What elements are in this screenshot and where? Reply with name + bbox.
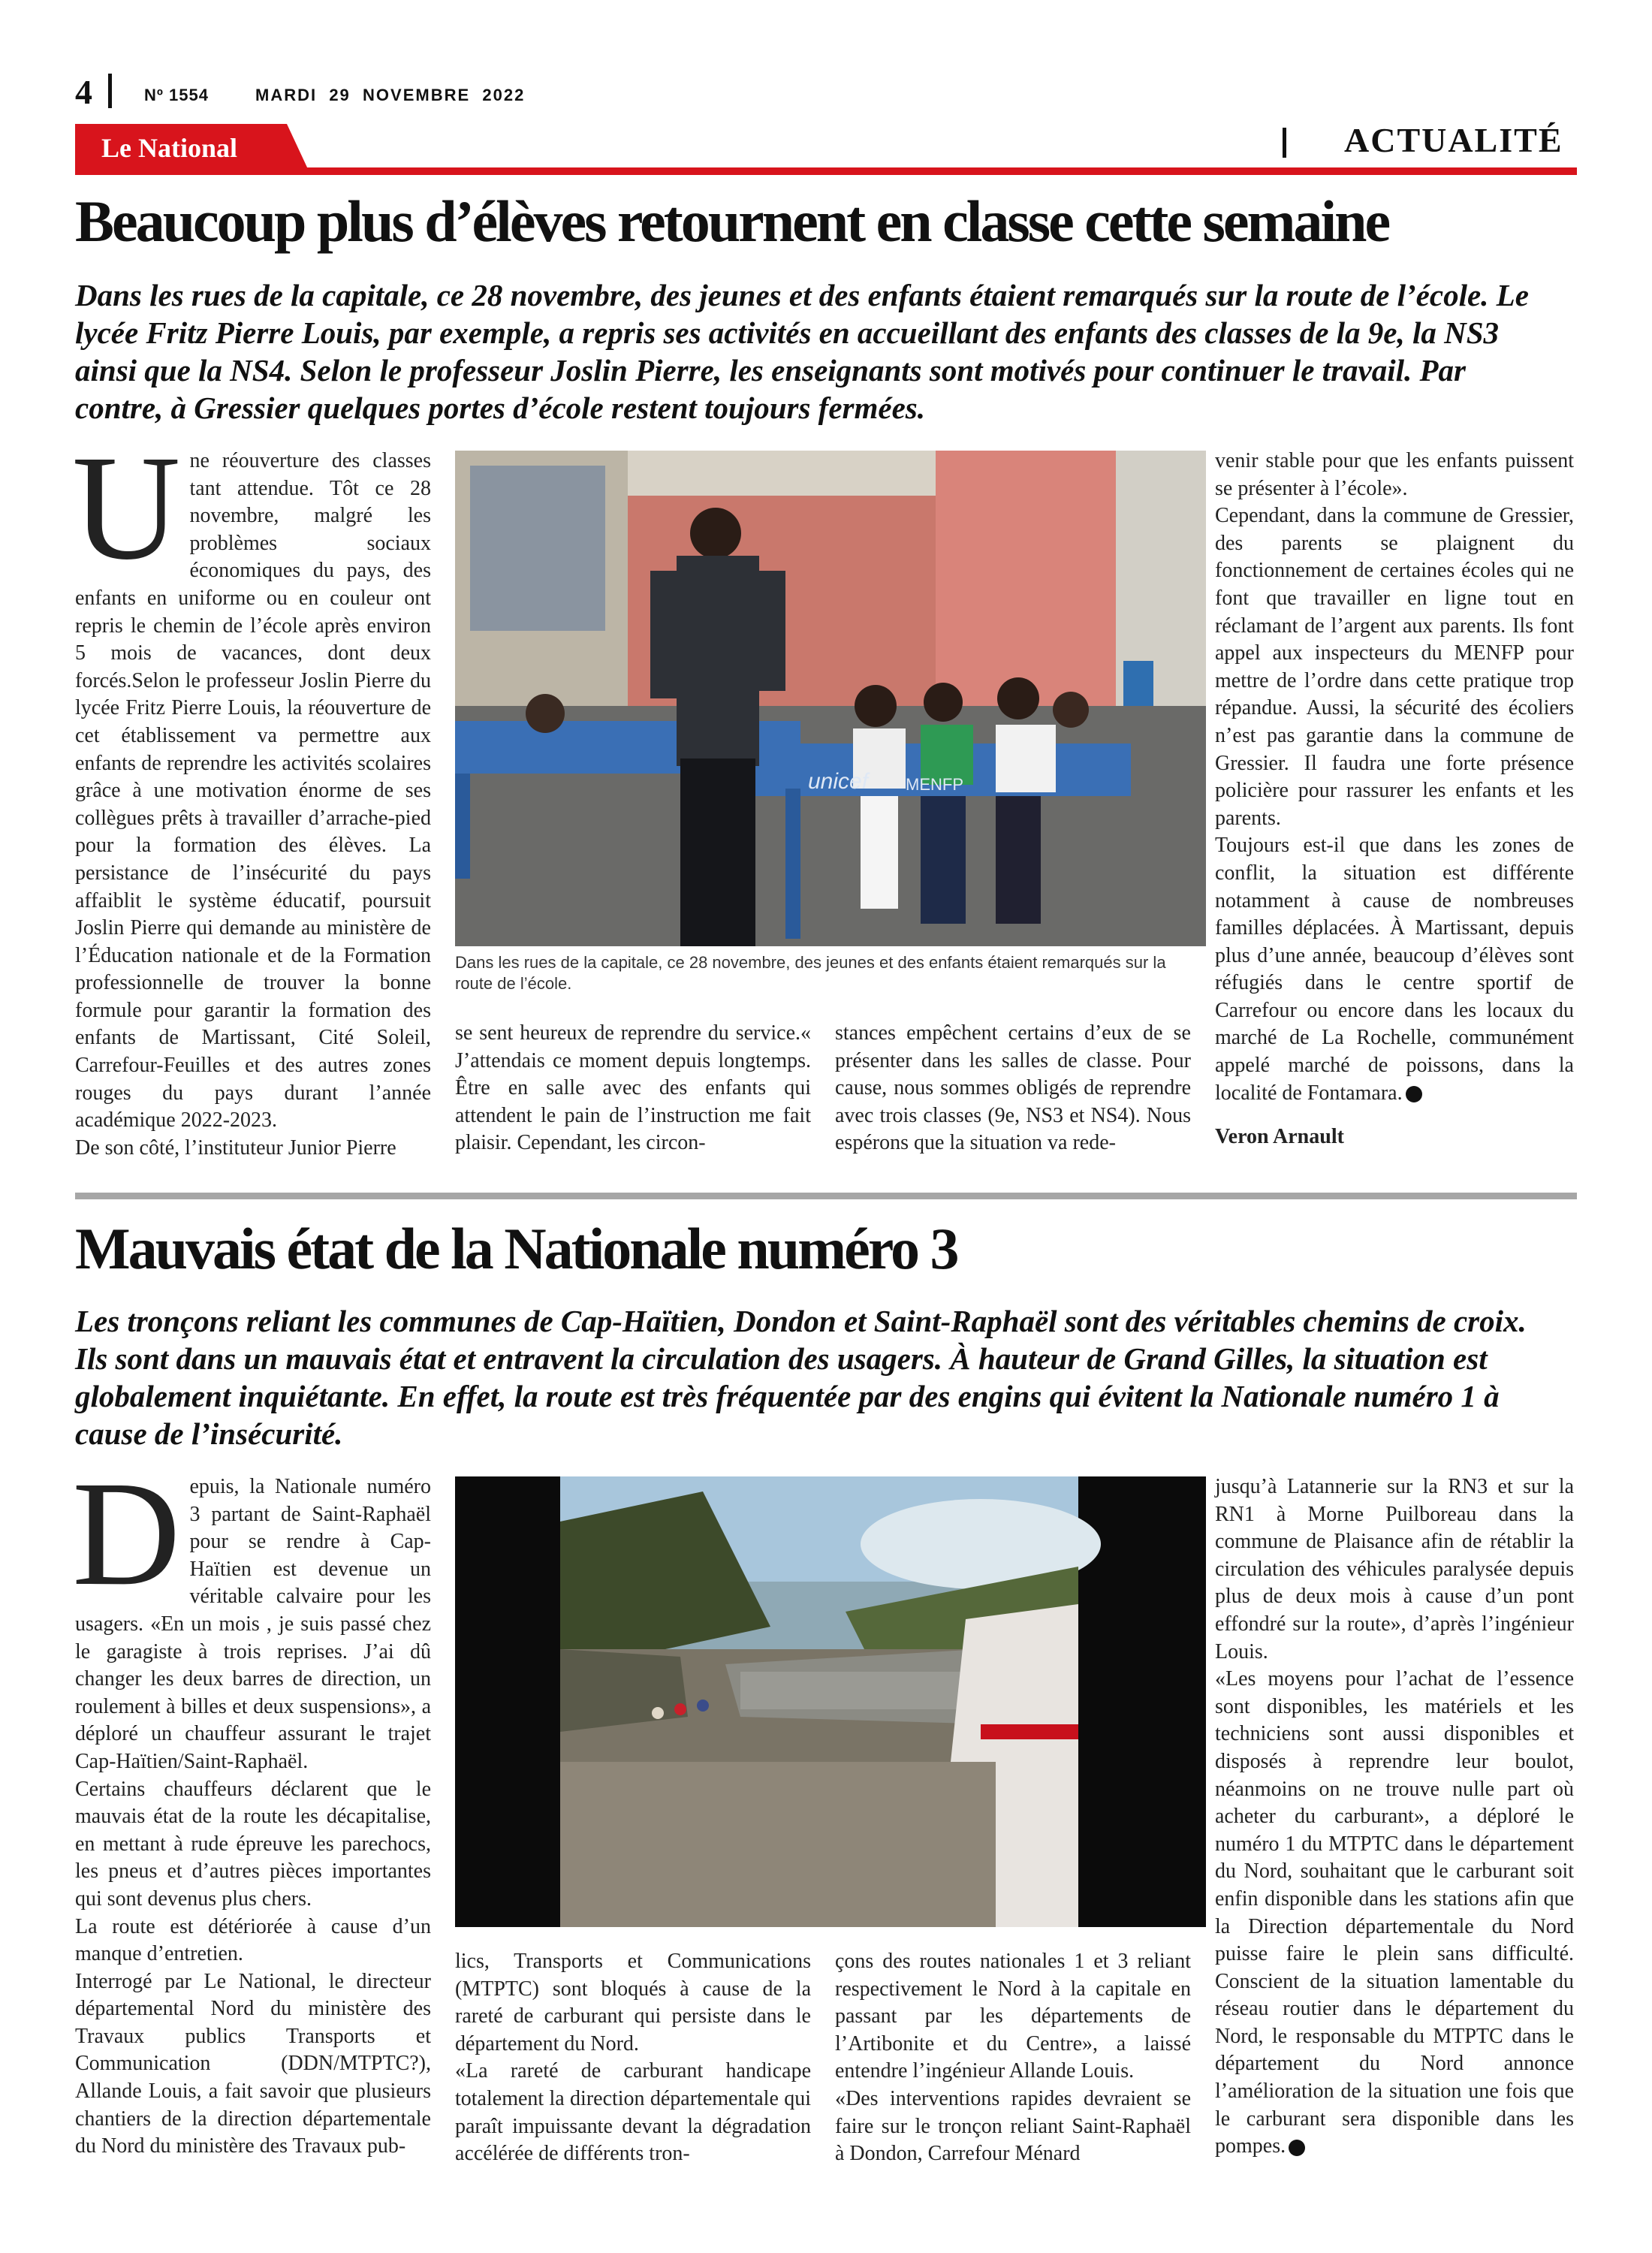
article2-lead: Les tronçons reliant les communes de Cap-Haïtien, Dondon et Saint-Raphaël sont des véritables chemins de croix. Ils sont dans un mauvais état et entravent la circulation des usagers. À hauteur de Grand Gilles, la situation est globalement inquiétante. En effet, la route est très fréquentée par des engins qui évitent la Nationale numéro 1 à cause de l’insécurité. [75,1304,1527,1451]
article1-col1-paragraph: ne réouverture des classes tant attendue. Tôt ce 28 novembre, malgré les problèmes sociaux économiques du pays, des enfants en uniforme ou en couleur ont repris le chemin de l’école après environ 5 mois de vacances, dont deux forcés.Selon le professeur Joslin Pierre du lycée Fritz Pierre Louis, la réouverture de cet établissement va permettre aux enfants de reprendre les activités scolaires grâce à une motivation énorme de ses collègues prêts à travailler d’arrache-pied pour la formation des élèves. La persistance de l’insécurité du pays affaiblit le système éducatif, poursuit Joslin Pierre qui demande au ministère de l’Éducation nationale et de la Formation professionnelle de trouver la bonne formule pour garantir la formation des enfants de Martissant, Cité Soleil, Carrefour-Feuilles et des autres zones rouges du pays durant l’année académique 2022-2023. [75,449,431,1133]
article1-lead: Dans les rues de la capitale, ce 28 novembre, des jeunes et des enfants étaient remarqués sur la route de l’école. Le lycée Fritz Pierre Louis, par exemple, a repris ses activités en accueillant des enfants des classes de la 9e, la NS3 ainsi que la NS4. Selon le professeur Joslin Pierre, les enseignants sont motivés pour continuer le travail. Par contre, à Gressier quelques portes d’école restent toujours fermées. [75,278,1529,425]
article1-column-4 [1215,448,1574,1151]
article1-col4-paragraph-2: Cependant, dans la commune de Gressier, des parents se plaignent du fonctionnement de certaines écoles qui ne font que travailler en ligne tout en réclamant de l’argent aux parents. Ils font appel aux inspecteurs du MENFP pour mettre de l’ordre dans cette pratique trop répandue. Aussi, la sécurité des écoliers n’est pas garantie dans la commune de Gressier. Il faudra une forte présence policière pour rassurer les enfants et les parents. [1215,504,1574,830]
article1-col4-paragraph-1: venir stable pour que les enfants puissent se présenter à l’école». [1215,449,1574,500]
article2-column-3 [835,1948,1191,2168]
article2-col3-paragraph-1: çons des routes nationales 1 et 3 reliant respectivement le Nord à la capitale en passant par les départements de l’Artibonite et du Centre», a laissé entendre l’ingénieur Allande Louis. [835,1950,1191,2083]
article2-col2-paragraph-1: lics, Transports et Communications (MTPTC) sont bloqués à cause de la rareté de carburant qui persiste dans le département du Nord. [455,1950,811,2055]
issue-number: Nº 1554 [144,86,209,104]
article2-dropcap: D [72,1451,181,1617]
article1-column-2 [455,1020,811,1157]
article2-column-4 [1215,1473,1574,2161]
article2-column-2 [455,1948,811,2168]
brand-name: Le National [101,133,238,163]
article1-column-3 [835,1020,1191,1157]
article-separator [75,1193,1577,1199]
page-number: 4 [75,73,92,111]
article2-col4-paragraph-2: «Les moyens pour l’achat de l’essence sont disponibles, les matériels et les techniciens sont aussi disponibles et disposés à reprendre leur boulot, néanmoins on ne trouve nulle part où acheter du carburant», a déploré le numéro 1 du MTPTC dans le département du Nord, souhaitant que le carburant soit enfin disponible dans les stations afin que la Direction départementale du Nord puisse faire le plein sans difficulté. Conscient de la situation lamentable du réseau routier dans le département du Nord, le responsable du MTPTC dans le département du Nord annonce l’amélioration de la situation une fois que le carburant sera disponible dans les pompes. [1215,1667,1574,2158]
page-number-divider [108,74,112,108]
article1-byline: Veron Arnault [1215,1125,1344,1149]
article1-column-1 [72,425,431,1162]
article1-col3-paragraph: stances empêchent certains d’eux de se présenter dans les salles de classe. Pour cause, nous sommes obligés de reprendre avec trois classes (9e, NS3 et NS4). Nous espérons que la situation va rede- [835,1021,1191,1155]
article2-col4-paragraph-1: jusqu’à Latannerie sur la RN3 et sur la RN1 à Morne Puilboreau dans la commune de Plaisance afin de rétablir la circulation des véhicules paralysée depuis plus de deux mois à cause d’un pont effondré sur la route», d’après l’ingénieur Louis. [1215,1475,1574,1663]
end-mark-icon [1406,1086,1422,1102]
article2-col3-paragraph-2: «Des interventions rapides devraient se faire sur le tronçon reliant Saint-Raphaël à Dondon, Carrefour Ménard [835,2086,1191,2166]
desk-print-unicef: unicef [808,769,869,794]
article1-dropcap: U [72,425,181,591]
end-mark-icon [1289,2140,1305,2156]
classroom-photo [455,451,1206,946]
section-divider [1283,128,1286,158]
article2-col1-paragraph-3: La route est détériorée à cause d’un manque d’entretien. [75,1914,431,1966]
article2-col1-paragraph-4: Interrogé par Le National, le directeur départemental Nord du ministère des Travaux publics Transports et Communication (DDN/MTPTC?), Allande Louis, a fait savoir que plusieurs chantiers de la direction départementale du Nord du ministère des Travaux pub- [75,1969,431,2158]
desk-print-menfp: MENFP [906,775,963,794]
article2-col2-paragraph-2: «La rareté de carburant handicape totalement la direction départementale qui paraît impuissante devant la dégradation accélérée de différents tron- [455,2059,811,2166]
article1-headline: Beaucoup plus d’élèves retournent en classe cette semaine [75,189,1389,254]
header-rule [75,167,1577,175]
article1-col4-paragraph-3: Toujours est-il que dans les zones de conflit, la situation est différente notamment à cause de nombreuses familles déplacées. À Martissant, depuis plus d’une année, beaucoup d’élèves sont réfugiés dans le centre sportif de Carrefour ou encore dans les locaux du marché de La Rochelle, communément appelé marché de poissons, dans la localité de Fontamara. [1215,834,1574,1105]
article2-column-1 [72,1451,431,2161]
article1-col1-paragraph-2: De son côté, l’instituteur Junior Pierre [75,1136,396,1160]
issue-date: MARDI 29 NOVEMBRE 2022 [255,86,526,104]
section-label: ACTUALITÉ [1344,121,1563,159]
article2-col1-paragraph-2: Certains chauffeurs déclarent que le mauvais état de la route les décapitalise, en mettant à rude épreuve les parechocs, les pneus et d’autres pièces importantes qui sont devenus plus chers. [75,1777,431,1911]
article1-photo-caption: Dans les rues de la capitale, ce 28 novembre, des jeunes et des enfants étaient remarqués sur la route de l’école. [455,953,1166,993]
article2-headline: Mauvais état de la Nationale numéro 3 [75,1216,957,1281]
road-photo [455,1476,1206,1927]
article1-col2-paragraph: se sent heureux de reprendre du service.« J’attendais ce moment depuis longtemps. Être en salle avec des enfants qui attendent le pain de l’instruction me fait plaisir. Cependant, les circon- [455,1021,811,1155]
article2-col1-paragraph-1: epuis, la Nationale numéro 3 partant de Saint-Raphaël pour se rendre à Cap-Haïtien est devenue un véritable calvaire pour les usagers. «En un mois , je suis passé chez le garagiste à trois reprises. J’ai dû changer les deux barres de direction, un roulement à billes et deux suspensions», a déploré un chauffeur assurant le trajet Cap-Haïtien/Saint-Raphaël. [75,1475,431,1773]
